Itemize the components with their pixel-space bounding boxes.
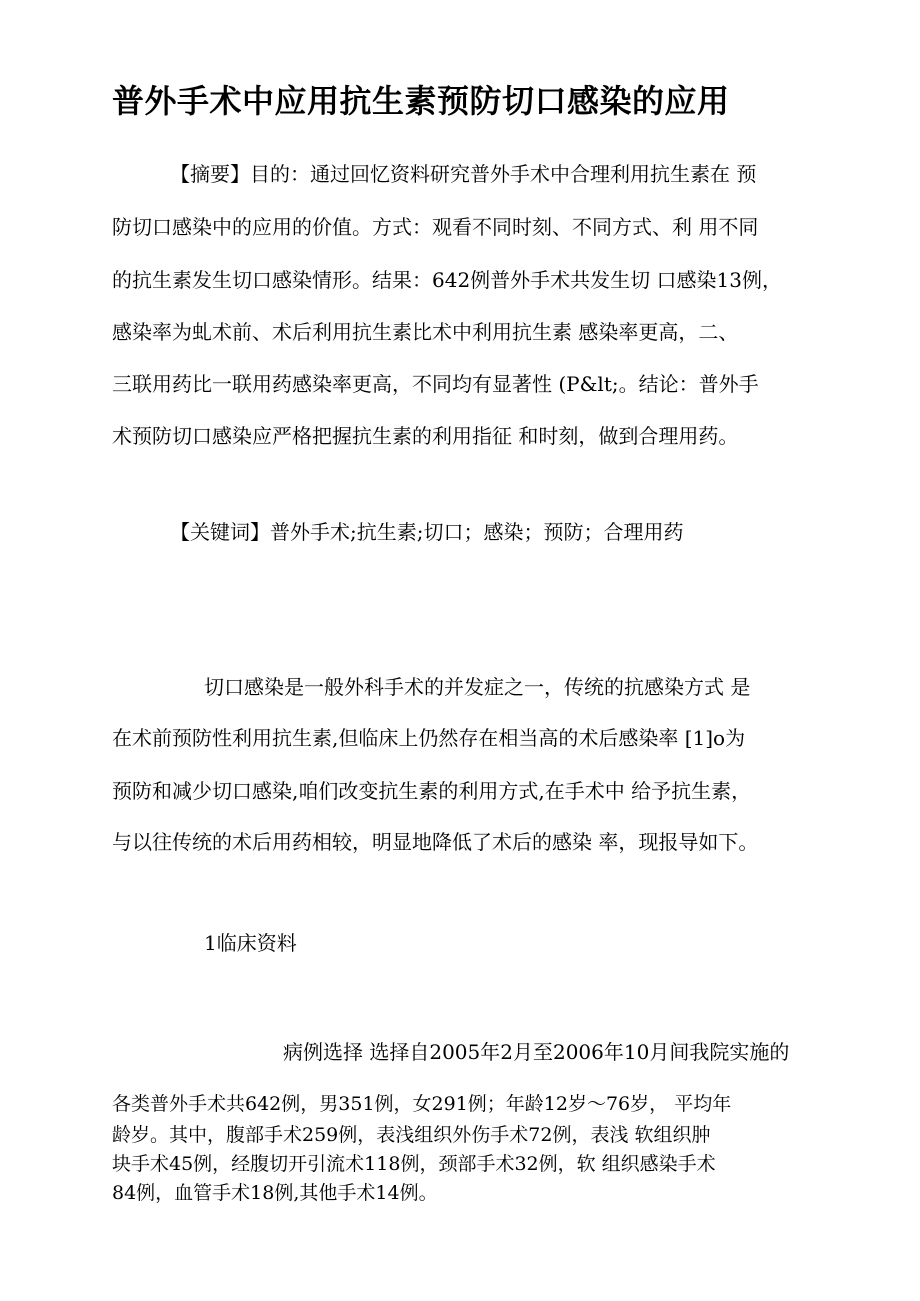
abstract-line: 的抗生素发生切口感染情形。结果：642例普外手术共发生切 口感染13例， xyxy=(112,268,782,292)
document-title: 普外手术中应用抗生素预防切口感染的应用 xyxy=(112,82,730,120)
abstract-line: 感染率为虬术前、术后利用抗生素比术中利用抗生素 感染率更高，二、 xyxy=(112,320,739,344)
keywords-line: 【关键词】普外手术;抗生素;切口；感染；预防；合理用药 xyxy=(170,520,684,544)
intro-line: 与以往传统的术后用药相较，明显地降低了术后的感染 率，现报导如下。 xyxy=(112,830,759,854)
section-heading: 1临床资料 xyxy=(204,931,297,955)
case-selection-lead: 病例选择 选择自2005年2月至2006年10月间我院实施的 xyxy=(283,1040,790,1064)
abstract-line: 防切口感染中的应用的价值。方式：观看不同时刻、不同方式、利 用不同 xyxy=(112,215,759,239)
case-selection-line: 84例，血管手术18例,其他手术14例。 xyxy=(112,1182,438,1204)
case-selection-line: 块手术45例，经腹切开引流术118例，颈部手术32例，软 组织感染手术 xyxy=(112,1153,716,1175)
intro-line: 切口感染是一般外科手术的并发症之一，传统的抗感染方式 是 xyxy=(204,675,751,699)
intro-line: 在术前预防性利用抗生素,但临床上仍然存在相当高的术后感染率 [1]o为 xyxy=(112,726,746,750)
case-selection-line: 龄岁。其中，腹部手术259例，表浅组织外伤手术72例，表浅 软组织肿 xyxy=(112,1124,711,1146)
abstract-line: 三联用药比一联用药感染率更高，不同均有显著性 (P&lt;。结论：普外手 xyxy=(112,372,759,396)
case-selection-line: 各类普外手术共642例，男351例，女291例；年龄12岁～76岁， 平均年 xyxy=(112,1093,732,1115)
abstract-line: 术预防切口感染应严格把握抗生素的利用指征 和时刻，做到合理用药。 xyxy=(112,424,739,448)
abstract-line: 【摘要】目的：通过回忆资料研究普外手术中合理利用抗生素在 预 xyxy=(170,162,757,186)
intro-line: 预防和减少切口感染,咱们改变抗生素的利用方式,在手术中 给予抗生素， xyxy=(112,779,752,803)
